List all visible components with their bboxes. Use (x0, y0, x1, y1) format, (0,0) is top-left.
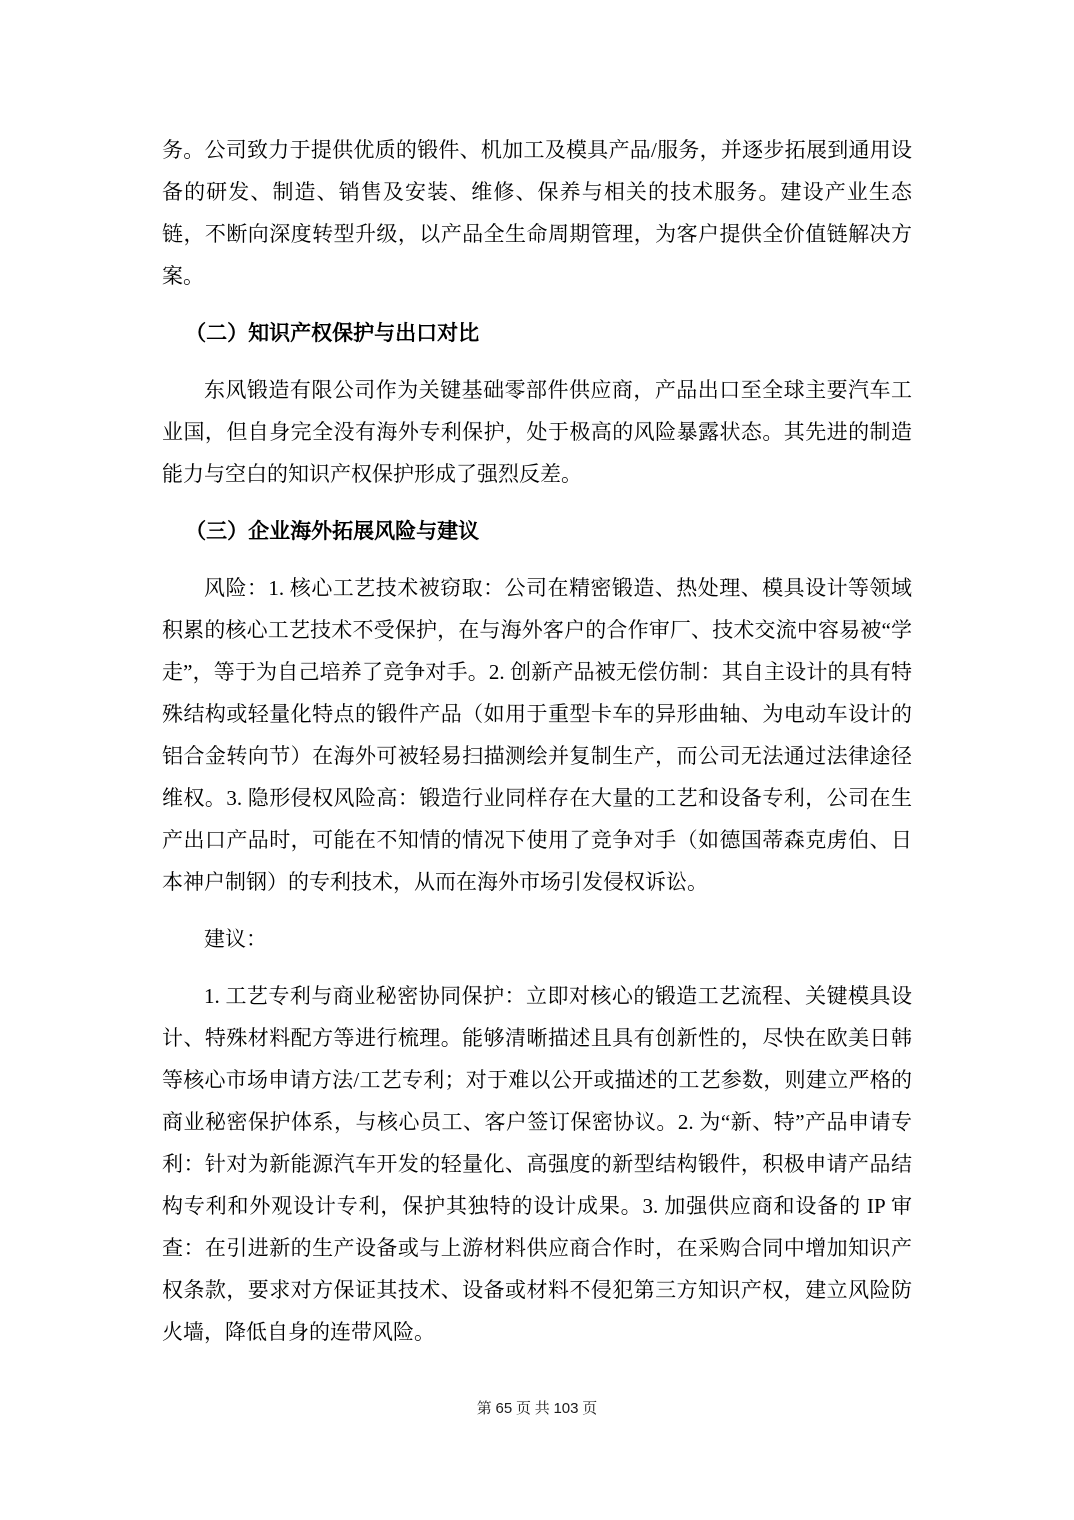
document-content (162, 129, 912, 1368)
section-heading-ip-protection-export: （二）知识产权保护与出口对比 (185, 321, 480, 345)
paragraph-advice-label: 建议： (204, 927, 267, 951)
footer-page-number: 65 (495, 1400, 513, 1417)
footer-label-of: 页 共 (515, 1401, 550, 1417)
paragraph-company-services: 务。公司致力于提供优质的锻件、机加工及模具产品/服务，并逐步拓展到通用设备的研发、制造、销售及安装、维修、保养与相关的技术服务。建设产业生态链，不断向深度转型升级，以产品全生命周期管理，为客户提供全价值链解决方案。 (162, 138, 912, 288)
paragraph-advice-items: 1. 工艺专利与商业秘密协同保护：立即对核心的锻造工艺流程、关键模具设计、特殊材料配方等进行梳理。能够清晰描述且具有创新性的，尽快在欧美日韩等核心市场申请方法/工艺专利；对于难以公开或描述的工艺参数，则建立严格的商业秘密保护体系，与核心员工、客户签订保密协议。2. 为“新、特”产品申请专利：针对为新能源汽车开发的轻量化、高强度的新型结构锻件，积极申请产品结构专利和外观设计专利，保护其独特的设计成果。3. 加强供应商和设备的 IP 审查：在引进新的生产设备或与上游材料供应商合作时，在采购合同中增加知识产权条款，要求对方保证其技术、设备或材料不侵犯第三方知识产权，建立风险防火墙，降低自身的连带风险。 (162, 984, 912, 1344)
footer-total-pages: 103 (553, 1400, 579, 1417)
footer-label-unit: 页 (582, 1401, 598, 1417)
footer-label-page: 第 (476, 1401, 492, 1417)
paragraph-risks: 风险：1. 核心工艺技术被窃取：公司在精密锻造、热处理、模具设计等领域积累的核心工艺技术不受保护，在与海外客户的合作审厂、技术交流中容易被“学走”，等于为自己培养了竞争对手。2. 创新产品被无偿仿制：其自主设计的具有特殊结构或轻量化特点的锻件产品（如用于重型卡车的异形曲轴、为电动车设计的铝合金转向节）在海外可被轻易扫描测绘并复制生产，而公司无法通过法律途径维权。3. 隐形侵权风险高：锻造行业同样存在大量的工艺和设备专利，公司在生产出口产品时，可能在不知情的情况下使用了竞争对手（如德国蒂森克虏伯、日本神户制钢）的专利技术，从而在海外市场引发侵权诉讼。 (162, 576, 912, 894)
page-footer (0, 1398, 1074, 1420)
section-heading-overseas-risk-advice: （三）企业海外拓展风险与建议 (185, 519, 480, 543)
paragraph-ip-exposure: 东风锻造有限公司作为关键基础零部件供应商，产品出口至全球主要汽车工业国，但自身完全没有海外专利保护，处于极高的风险暴露状态。其先进的制造能力与空白的知识产权保护形成了强烈反差。 (162, 378, 912, 486)
